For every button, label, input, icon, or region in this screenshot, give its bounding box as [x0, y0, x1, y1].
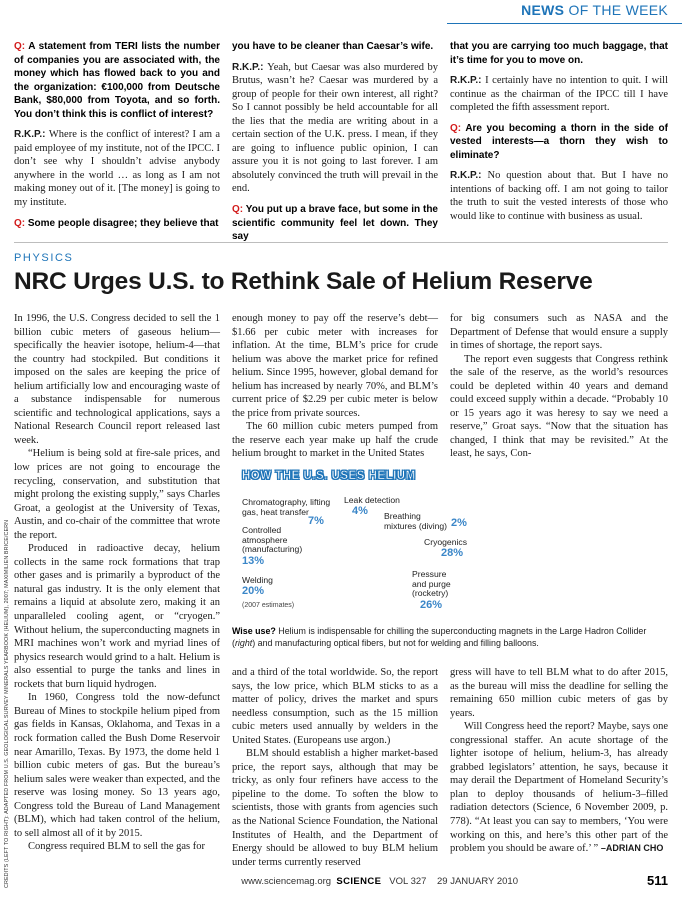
article-column-2-bottom — [232, 666, 438, 869]
figure-label-leak-detection: Leak detection — [344, 495, 400, 505]
figure-value-chromatography: 7% — [308, 515, 324, 527]
footer-journal: SCIENCE — [336, 876, 382, 887]
footer-date: 29 JANUARY 2010 — [437, 876, 518, 887]
article-paragraph: The report even suggests that Congress rethink the sale of the reserve, as the world’s resources could be depleted within 40 years and demand could exceed supply within a decade. “Probably 10 or 15 years ago it was heresy to say we need a reserve,” Groat says. “Now that the situation has changed, I think that may be revisited.” At the least, he says, Con- — [450, 353, 668, 460]
article-paragraph: gress will have to tell BLM what to do after 2015, as the bureau will miss the deadline for selling the remaining 650 million cubic meters of gas by years. — [450, 667, 668, 719]
interview-question — [232, 203, 438, 244]
helium-usage-figure — [232, 470, 668, 650]
article-paragraph: and a third of the total worldwide. So, the report says, the low price, which BLM sticks to as a matter of policy, drives the market and spurs needless consumption, such as the 15 million cubic meters used annually by welders in the United States. (Europeans use argon.) — [232, 667, 438, 746]
figure-label-chromatography: Chromatography, lifting gas, heat transfer — [242, 497, 331, 517]
question-label: Q: — [450, 122, 466, 134]
answer-label: R.K.P.: — [450, 75, 486, 87]
article-paragraph: Congress required BLM to sell the gas for — [28, 841, 206, 853]
footer-volume: VOL 327 — [389, 876, 427, 887]
figure-value-controlled-atmosphere: 13% — [242, 555, 265, 567]
figure-label-welding: Welding — [242, 575, 273, 585]
interview-question — [14, 217, 220, 231]
answer-label: R.K.P.: — [450, 170, 488, 182]
interview-question — [450, 40, 668, 67]
question-text: you have to be cleaner than Caesar’s wife. — [232, 41, 434, 52]
figure-label-pressure-purge: Pressure and purge (rocketry) — [412, 569, 451, 598]
article-paragraph: “Helium is being sold at fire-sale prices, and low prices are not going to encourage the recycling, conservation, and substitution that might prolong the existing supply,” says Charles Groat, a geologist at the University of Texas, Austin, and co-chair of the committee that wrote the report. — [14, 448, 220, 541]
figure-value-cryogenics: 28% — [441, 547, 464, 559]
figure-note: (2007 estimates) — [242, 602, 295, 609]
article-paragraph: BLM should establish a higher market-based price, the report says, although that may be tricky, as only four refiners have access to the pipeline to the dome. To soften the blow to scientists, those with grants from agencies such as the National Science Foundation, the National Institutes of Health, and the Department of Energy should be allowed to buy BLM helium under terms currently reserved — [232, 748, 438, 868]
interview-question — [450, 122, 668, 163]
interview-question — [232, 40, 438, 54]
figure-value-breathing: 2% — [451, 517, 467, 529]
article-byline: –ADRIAN CHO — [600, 843, 664, 854]
interview-column-2 — [232, 40, 438, 244]
article-paragraph: In 1996, the U.S. Congress decided to sell the 1 billion cubic meters of gaseous helium—specifically the heavier isotope, helium-4—that the country had stockpiled. But conditions it imposed on the sales are keeping the price of helium artificially low and encouraging waste of a substance indispensable for numerous scientific and technological applications, says a National Research Council report released last week. — [14, 313, 220, 446]
question-text: A statement from TERI lists the number of companies you are associated with, the money which has flowed back to you and the organization: €100,000 from Deutsche Bank, $80,000 from Toyota, and so forth. You don’t think this is conflict of interest? — [14, 41, 221, 120]
section-label: PHYSICS — [14, 252, 74, 264]
answer-label: R.K.P.: — [232, 61, 268, 73]
article-paragraph: for big consumers such as NASA and the Department of Defense that would ensure a supply in times of shortage, the report says. — [450, 313, 668, 352]
figure-label-breathing: Breathing mixtures (diving) — [384, 511, 448, 531]
article-column-3-bottom — [450, 666, 668, 856]
interview-answer — [450, 169, 668, 223]
answer-text: Where is the conflict of interest? I am a paid employee of my institute, not of the IPCC. I don’t see why I shouldn’t advise anybody anywhere in the world … as long as I am not making money out of it. [The money] is going to my institute. — [14, 129, 220, 209]
interview-answer — [450, 74, 668, 115]
caption-text: Helium is indispensable for chilling the superconducting magnets in the Large Hadron Collider (right) and manufacturing optical fibers, but not for welding and filling balloons. — [232, 626, 647, 648]
photo-credit: CREDITS (LEFT TO RIGHT): ADAPTED FROM U.S. GEOLOGICAL SURVEY MINERALS YEARBOOK (HELIUM), 2007; MAXIMILIEN BRICE/CERN — [4, 519, 10, 888]
article-paragraph: Produced in radioactive decay, helium collects in the same rock formations that trap other gases and is primarily a byproduct of the natural gas industry. It is the only element that remains a liquid at absolute zero, making it an unparalleled cooling agent, or “cryogen.” Without helium, the superconducting magnets in MRI machines won’t work and myriad lines of physics research would grind to a halt. Helium is also essential to purge the tanks and lines in rockets that burn liquid hydrogen. — [14, 543, 220, 690]
figure-value-pressure-purge: 26% — [420, 599, 443, 611]
figure-value-leak-detection: 4% — [352, 505, 368, 517]
article-column-2-top — [232, 312, 438, 461]
interview-question — [14, 40, 220, 121]
footer-url: www.sciencemag.org — [241, 876, 332, 887]
article-paragraph: Will Congress heed the report? Maybe, says one congressional staffer. An acute shortage of the lighter isotope of helium, helium-3, has already grabbed legislators’ attention, he says, because it may derail the Department of Homeland Security’s plan to deploy thousands of helium-3–filled radiation detectors (Science, 6 November 2009, p. 778). “At least you can say to members, ‘You were working on this, and here’s this other part of the problem you should be aware of.’ ” –ADRIAN CHO — [450, 721, 668, 855]
caption-lead: Wise use? — [232, 626, 276, 636]
question-text: Some people disagree; they believe that — [27, 217, 219, 229]
section-header: NEWS OF THE WEEK — [521, 2, 668, 18]
header-rule — [447, 23, 682, 24]
figure-title: HOW THE U.S. USES HELIUM — [242, 470, 416, 482]
interview-answer — [232, 61, 438, 196]
article-headline: NRC Urges U.S. to Rethink Sale of Helium Reserve — [14, 268, 593, 295]
article-paragraph: In 1960, Congress told the now-defunct Bureau of Mines to stockpile helium piped from gas fields in Kansas, Oklahoma, and Texas in a rock formation called the Bush Dome Reservoir near Amarillo, Texas. By 1973, the dome held 1 billion cubic meters of gas. But the bureau’s helium sales were weaker than expected, and the reserve was losing money. So 13 years ago, Congress told the Bureau of Land Management (BLM), which had taken control of the helium, to sell almost all of it by 2015. — [14, 692, 220, 839]
section-divider — [14, 242, 668, 243]
page-footer — [0, 873, 668, 891]
answer-text: I certainly have no intention to quit. I will continue as the chairman of the IPCC till I have completed the fifth assessment report. — [450, 75, 668, 114]
footer-line — [241, 876, 518, 887]
answer-text: No question about that. But I have no intentions of backing off. I am not going to tailor the truth to suit the vested interests of those who would like to continue with business as usual. — [450, 170, 668, 223]
figure-label-controlled-atmosphere: Controlled atmosphere (manufacturing) — [242, 525, 303, 554]
question-text: Are you becoming a thorn in the side of vested interests—a thorn they wish to eliminate? — [450, 122, 668, 161]
figure-label-cryogenics: Cryogenics — [424, 537, 467, 547]
question-text: that you are carrying too much baggage, that it’s time for you to move on. — [450, 41, 668, 66]
interview-column-3 — [450, 40, 668, 224]
figure-value-welding: 20% — [242, 585, 265, 597]
interview-answer — [14, 128, 220, 209]
article-paragraph: The 60 million cubic meters pumped from the reserve each year make up half the crude helium brought to market in the United States — [232, 421, 438, 460]
question-label: Q: — [232, 204, 246, 216]
page-number: 511 — [647, 873, 668, 888]
interview-column-1 — [14, 40, 220, 230]
question-label: Q: — [14, 217, 28, 229]
article-column-1 — [14, 312, 220, 854]
question-label: Q: — [14, 41, 29, 52]
answer-text: Yeah, but Caesar was also murdered by Brutus, wasn’t he? Caesar was murdered by a group of people for their own interest, all right? So I cannot possibly be held accountable for all the lies that the media are writing about in a certain section of the U.K. press. I mean, if they are going to influence public opinion, I can assure you it is not going to last forever. I am absolutely convinced the truth will prevail in the end. — [232, 61, 438, 195]
article-column-3-top — [450, 312, 668, 461]
figure-caption — [232, 626, 668, 649]
question-text: You put up a brave face, but some in the scientific community feel let down. They say — [232, 204, 438, 243]
page-header — [0, 0, 682, 24]
article-paragraph: enough money to pay off the reserve’s debt—$1.66 per cubic meter with increases for inflation. At the time, BLM’s price for crude helium was above the market price for refined helium. Since 1995, however, global demand for helium has increased by nearly 70%, and BLM’s current price of $2.29 per cubic meter is below the price from private sources. — [232, 313, 438, 419]
answer-label: R.K.P.: — [14, 129, 49, 141]
